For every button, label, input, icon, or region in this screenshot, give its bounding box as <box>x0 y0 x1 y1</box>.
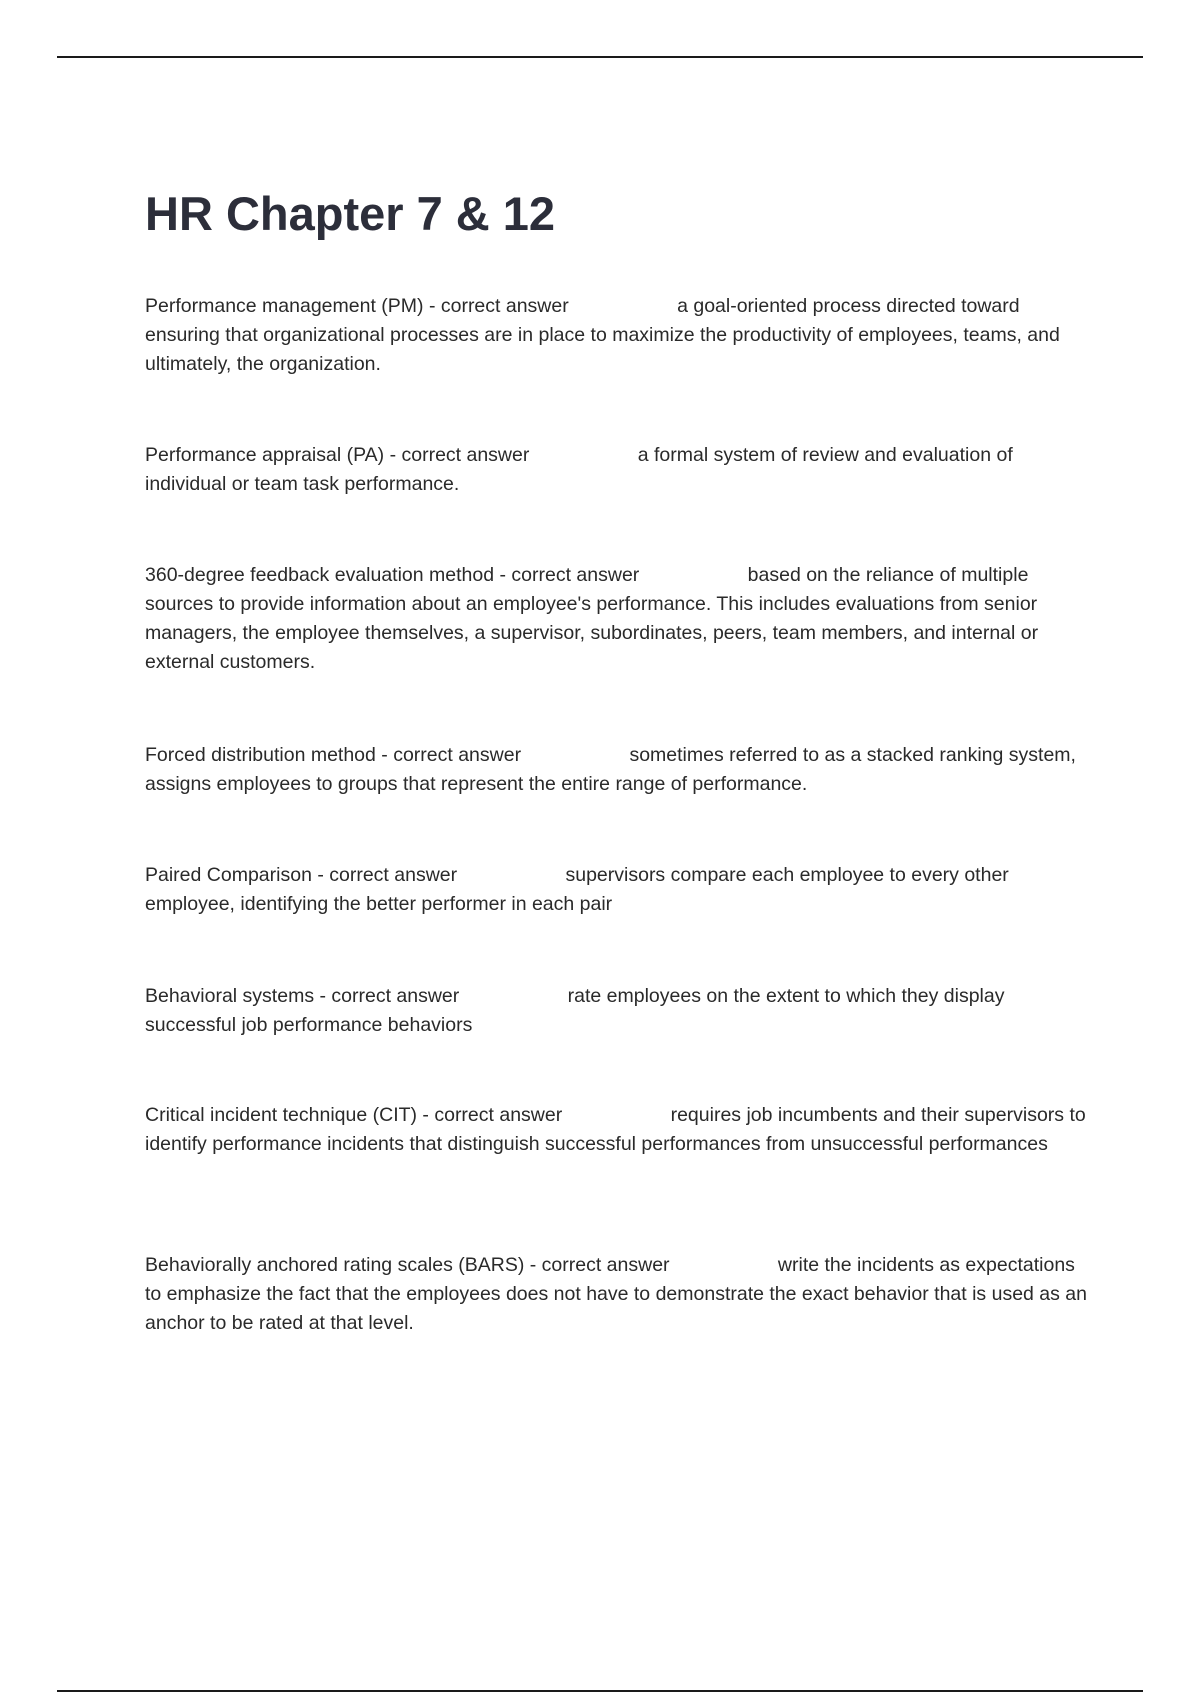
entry-definition: requires job incumbents and their supervisors to identify performance incidents that distinguish successful performances from unsuccessful performances <box>145 1104 1092 1155</box>
qa-entry <box>145 1251 1093 1338</box>
entry-term: Paired Comparison - correct answer <box>145 864 458 886</box>
entry-definition: write the incidents as expectations to emphasize the fact that the employees does not have to demonstrate the exact behavior that is used as an anchor to be rated at that level. <box>145 1254 1093 1334</box>
entry-definition: rate employees on the extent to which they display successful job performance behaviors <box>145 985 1010 1036</box>
qa-entry <box>145 441 1090 499</box>
entry-term: Forced distribution method - correct answer <box>145 744 522 766</box>
entry-definition: a formal system of review and evaluation of individual or team task performance. <box>145 444 1019 495</box>
qa-entry <box>145 861 1090 919</box>
entry-term: Behavioral systems - correct answer <box>145 985 460 1007</box>
header-rule <box>57 56 1143 58</box>
qa-entry <box>145 561 1090 677</box>
qa-entry <box>145 1101 1090 1159</box>
entry-term: 360-degree feedback evaluation method - correct answer <box>145 564 640 586</box>
footer-rule <box>57 1690 1143 1692</box>
qa-entry <box>145 982 1090 1040</box>
page-title: HR Chapter 7 & 12 <box>145 187 556 240</box>
entry-definition: supervisors compare each employee to every other employee, identifying the better performer in each pair <box>145 864 1015 915</box>
entry-term: Performance management (PM) - correct answer <box>145 295 569 317</box>
entry-term: Performance appraisal (PA) - correct answer <box>145 444 530 466</box>
entry-term: Behaviorally anchored rating scales (BARS) - correct answer <box>145 1254 670 1276</box>
qa-entry <box>145 741 1090 799</box>
entry-definition: sometimes referred to as a stacked ranking system, assigns employees to groups that represent the entire range of performance. <box>145 744 1082 795</box>
entry-definition: a goal-oriented process directed toward ensuring that organizational processes are in place to maximize the productivity of employees, teams, and ultimately, the organization. <box>145 295 1066 375</box>
qa-entry <box>145 292 1090 379</box>
entry-term: Critical incident technique (CIT) - correct answer <box>145 1104 563 1126</box>
entry-definition: based on the reliance of multiple sources to provide information about an employee's performance. This includes evaluations from senior managers, the employee themselves, a supervisor, subordinates, peers, team members, and internal or external customers. <box>145 564 1044 673</box>
